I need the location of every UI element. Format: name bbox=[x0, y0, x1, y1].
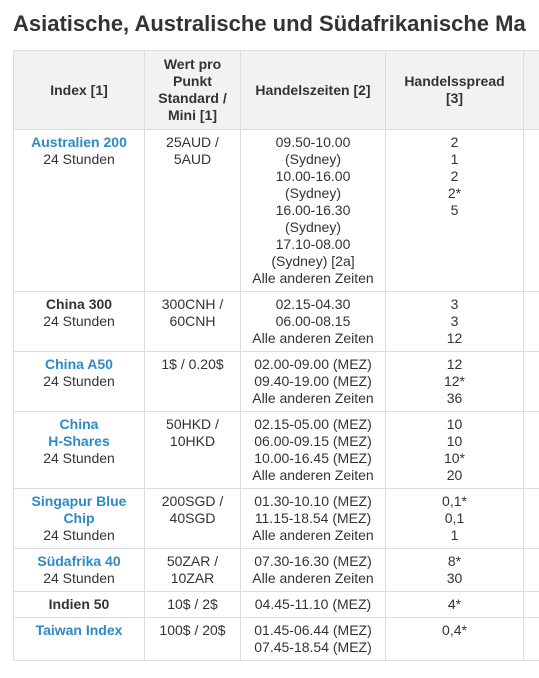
spread-value: 20 bbox=[446, 467, 463, 483]
index-name-text: Indien 50 bbox=[48, 596, 110, 612]
value-per-point-text: 50HKD / bbox=[166, 416, 219, 432]
index-name-text[interactable]: China A50 bbox=[45, 356, 113, 372]
spread-value: 2* bbox=[447, 185, 462, 201]
index-name-text: China 300 bbox=[45, 296, 113, 312]
trading-hours-line: (Sydney) bbox=[284, 219, 342, 235]
index-cell bbox=[14, 549, 145, 592]
trading-hours-line: Alle anderen Zeiten bbox=[252, 330, 374, 346]
trading-hours-cell bbox=[241, 352, 386, 412]
extra-cell bbox=[524, 352, 539, 412]
header-text: Wert pro bbox=[163, 56, 222, 72]
table-row bbox=[14, 618, 539, 661]
index-cell bbox=[14, 489, 145, 549]
extra-cell bbox=[524, 292, 539, 352]
value-per-point-text: 10$ / 2$ bbox=[167, 596, 218, 612]
header-text: Mini [1] bbox=[168, 107, 217, 123]
value-per-point-text: 100$ / 20$ bbox=[159, 622, 226, 638]
value-per-point-text: 200SGD / bbox=[161, 493, 224, 509]
trading-hours-line: 17.10-08.00 bbox=[275, 236, 351, 252]
table-header-row bbox=[14, 51, 539, 130]
trading-hours-cell bbox=[241, 489, 386, 549]
trading-hours-line: (Sydney) bbox=[284, 185, 342, 201]
index-name-text[interactable]: China bbox=[59, 416, 99, 432]
value-per-point-cell bbox=[145, 592, 241, 618]
trading-hours-line: 07.30-16.30 (MEZ) bbox=[254, 553, 372, 569]
extra-cell bbox=[524, 412, 539, 489]
trading-hours-cell bbox=[241, 292, 386, 352]
spread-value: 36 bbox=[446, 390, 463, 406]
spread-value: 1 bbox=[450, 527, 459, 543]
page-title: Asiatische, Australische und Südafrikanische Ma bbox=[13, 11, 526, 36]
table-row bbox=[14, 352, 539, 412]
table-row bbox=[14, 592, 539, 618]
trading-duration: 24 Stunden bbox=[43, 313, 115, 329]
index-name bbox=[18, 296, 140, 313]
table-row bbox=[14, 292, 539, 352]
spread-value: 4* bbox=[447, 596, 462, 612]
extra-cell bbox=[524, 592, 539, 618]
trading-hours-line: 10.00-16.45 (MEZ) bbox=[254, 450, 372, 466]
spread-cell bbox=[386, 549, 524, 592]
trading-hours-cell bbox=[241, 549, 386, 592]
value-per-point-text: 60CNH bbox=[169, 313, 216, 329]
header-trading-hours bbox=[241, 51, 386, 130]
trading-hours-line: 10.00-16.00 bbox=[275, 168, 351, 184]
table-row bbox=[14, 130, 539, 292]
spread-value: 0,4* bbox=[442, 622, 467, 638]
spread-value: 5 bbox=[450, 202, 459, 218]
trading-hours-line: (Sydney) bbox=[284, 151, 342, 167]
trading-hours-line: 04.45-11.10 (MEZ) bbox=[254, 596, 372, 612]
spread-value: 2 bbox=[450, 168, 459, 184]
trading-hours-line: Alle anderen Zeiten bbox=[252, 467, 374, 483]
trading-hours-line: 01.45-06.44 (MEZ) bbox=[254, 622, 372, 638]
value-per-point-cell bbox=[145, 352, 241, 412]
spread-cell bbox=[386, 412, 524, 489]
index-cell bbox=[14, 412, 145, 489]
value-per-point-text: 50ZAR / bbox=[166, 553, 219, 569]
spread-cell bbox=[386, 292, 524, 352]
spread-cell bbox=[386, 130, 524, 292]
extra-cell bbox=[524, 130, 539, 292]
trading-hours-line: Alle anderen Zeiten bbox=[252, 570, 374, 586]
table-body bbox=[14, 130, 539, 661]
header-text: [3] bbox=[445, 90, 464, 106]
index-table-container bbox=[13, 50, 539, 678]
trading-hours-line: 16.00-16.30 bbox=[275, 202, 351, 218]
value-per-point-text: 40SGD bbox=[169, 510, 216, 526]
trading-duration: 24 Stunden bbox=[43, 527, 115, 543]
spread-cell bbox=[386, 489, 524, 549]
header-spread bbox=[386, 51, 524, 130]
trading-hours-line: Alle anderen Zeiten bbox=[252, 390, 374, 406]
index-name-text[interactable]: Australien 200 bbox=[31, 134, 127, 150]
spread-value: 12 bbox=[446, 330, 463, 346]
index-table bbox=[13, 50, 539, 661]
index-cell bbox=[14, 292, 145, 352]
spread-cell bbox=[386, 592, 524, 618]
extra-cell bbox=[524, 618, 539, 661]
trading-duration: 24 Stunden bbox=[43, 570, 115, 586]
index-name-link[interactable] bbox=[18, 553, 140, 570]
index-name-link[interactable] bbox=[18, 622, 140, 639]
header-value-per-point bbox=[145, 51, 241, 130]
index-name-text[interactable]: Singapur Blue bbox=[31, 493, 127, 509]
extra-cell bbox=[524, 489, 539, 549]
index-name-text[interactable]: Taiwan Index bbox=[35, 622, 123, 638]
trading-hours-line: 06.00-08.15 bbox=[275, 313, 351, 329]
value-per-point-text: 1$ / 0.20$ bbox=[161, 356, 224, 372]
trading-hours-line: Alle anderen Zeiten bbox=[252, 270, 374, 286]
header-text: Punkt bbox=[173, 73, 212, 89]
index-name-text[interactable]: H-Shares bbox=[48, 433, 110, 449]
spread-value: 0,1 bbox=[444, 510, 465, 526]
trading-hours-cell bbox=[241, 412, 386, 489]
trading-hours-line: 02.15-04.30 bbox=[275, 296, 351, 312]
trading-hours-line: 09.50-10.00 bbox=[275, 134, 351, 150]
spread-value: 10 bbox=[446, 433, 463, 449]
spread-value: 3 bbox=[450, 296, 459, 312]
value-per-point-cell bbox=[145, 618, 241, 661]
trading-hours-cell bbox=[241, 592, 386, 618]
table-row bbox=[14, 489, 539, 549]
value-per-point-cell bbox=[145, 292, 241, 352]
trading-hours-line: 06.00-09.15 (MEZ) bbox=[254, 433, 372, 449]
index-name-link[interactable] bbox=[18, 134, 140, 151]
trading-hours-line: 11.15-18.54 (MEZ) bbox=[254, 510, 372, 526]
trading-hours-line: 02.15-05.00 (MEZ) bbox=[254, 416, 372, 432]
header-text: Handelsspread bbox=[404, 73, 505, 89]
header-index bbox=[14, 51, 145, 130]
index-name-link[interactable] bbox=[18, 493, 140, 527]
spread-value: 30 bbox=[446, 570, 463, 586]
header-text: Standard / bbox=[158, 90, 227, 106]
trading-hours-line: 02.00-09.00 (MEZ) bbox=[254, 356, 372, 372]
spread-value: 10* bbox=[443, 450, 466, 466]
trading-hours-cell bbox=[241, 618, 386, 661]
spread-cell bbox=[386, 352, 524, 412]
trading-hours-line: (Sydney) [2a] bbox=[271, 253, 355, 269]
index-cell bbox=[14, 618, 145, 661]
header-text: Index [1] bbox=[50, 81, 108, 98]
spread-value: 8* bbox=[447, 553, 462, 569]
value-per-point-text: 10HKD bbox=[169, 433, 216, 449]
index-cell bbox=[14, 130, 145, 292]
extra-cell bbox=[524, 549, 539, 592]
spread-value: 3 bbox=[450, 313, 459, 329]
index-name-link[interactable] bbox=[18, 416, 140, 450]
spread-value: 12 bbox=[446, 356, 463, 372]
value-per-point-text: 10ZAR bbox=[170, 570, 215, 586]
spread-value: 10 bbox=[446, 416, 463, 432]
trading-hours-line: 09.40-19.00 (MEZ) bbox=[254, 373, 372, 389]
index-name-text[interactable]: Chip bbox=[63, 510, 95, 526]
value-per-point-text: 300CNH / bbox=[161, 296, 224, 312]
trading-hours-line: 01.30-10.10 (MEZ) bbox=[254, 493, 372, 509]
header-text: Handelszeiten [2] bbox=[255, 81, 371, 98]
header-extra bbox=[524, 51, 539, 130]
spread-value: 0,1* bbox=[442, 493, 467, 509]
value-per-point-text: 25AUD / 5AUD bbox=[166, 134, 219, 167]
index-name-text[interactable]: Südafrika 40 bbox=[37, 553, 121, 569]
trading-duration: 24 Stunden bbox=[43, 151, 115, 167]
table-row bbox=[14, 412, 539, 489]
value-per-point-cell bbox=[145, 549, 241, 592]
index-name bbox=[18, 596, 140, 613]
value-per-point-cell bbox=[145, 412, 241, 489]
table-row bbox=[14, 549, 539, 592]
spread-value: 2 bbox=[450, 134, 459, 150]
trading-duration: 24 Stunden bbox=[43, 373, 115, 389]
value-per-point-cell bbox=[145, 130, 241, 292]
index-name-link[interactable] bbox=[18, 356, 140, 373]
spread-cell bbox=[386, 618, 524, 661]
spread-value: 12* bbox=[443, 373, 466, 389]
trading-hours-cell bbox=[241, 130, 386, 292]
index-cell bbox=[14, 352, 145, 412]
index-cell bbox=[14, 592, 145, 618]
spread-value: 1 bbox=[450, 151, 459, 167]
trading-hours-line: 07.45-18.54 (MEZ) bbox=[254, 639, 372, 655]
trading-duration: 24 Stunden bbox=[43, 450, 115, 466]
trading-hours-line: Alle anderen Zeiten bbox=[252, 527, 374, 543]
value-per-point-cell bbox=[145, 489, 241, 549]
